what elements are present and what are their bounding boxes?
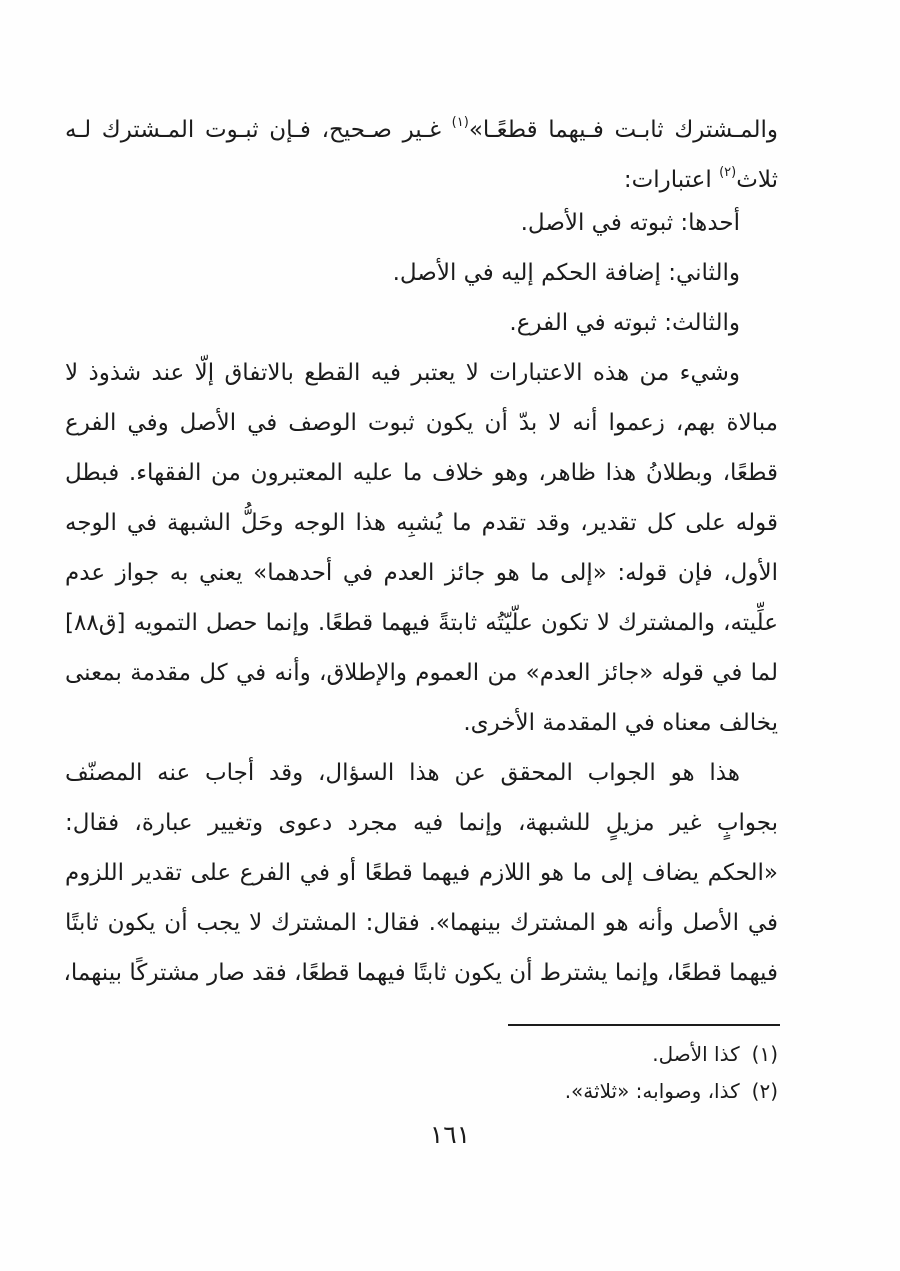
body-text-segment: أحدها: ثبوته في الأصل. xyxy=(520,210,740,236)
body-line xyxy=(65,348,778,398)
body-text-segment: فيهما قطعًا، وإنما يشترط أن يكون ثابتًا فيهما قطعًا، فقد صار مشتركًا بينهما، xyxy=(63,960,778,986)
footnote-item xyxy=(118,1073,778,1110)
body-line xyxy=(65,398,778,448)
body-text-segment: قطعًا، وبطلانُ هذا ظاهر، وهو خلاف ما عليه المعتبرون من الفقهاء. فبطل xyxy=(65,460,778,486)
body-text-segment: مبالاة بهم، زعموا أنه لا بدّ أن يكون ثبوت الوصف في الأصل وفي الفرع xyxy=(65,410,778,436)
body-text-block xyxy=(65,98,778,998)
footnotes-block xyxy=(118,1036,778,1110)
body-text-segment: «الحكم يضاف إلى ما هو اللازم فيهما قطعًا أو في الفرع على تقدير اللزوم xyxy=(65,860,778,886)
body-line xyxy=(65,448,778,498)
body-line xyxy=(65,598,778,648)
footnote-reference-marker: (٢) xyxy=(719,165,737,180)
body-line xyxy=(65,548,778,598)
body-text-segment: لما في قوله «جائز العدم» من العموم والإطلاق، وأنه في كل مقدمة بمعنى xyxy=(65,660,778,686)
body-line xyxy=(65,648,778,698)
footnote-separator-rule xyxy=(508,1024,780,1026)
body-text-segment: في الأصل وأنه هو المشترك بينهما». فقال: المشترك لا يجب أن يكون ثابتًا xyxy=(65,910,778,936)
body-line xyxy=(65,898,778,948)
body-line xyxy=(65,748,778,798)
body-line xyxy=(65,498,778,548)
body-text-segment: يخالف معناه في المقدمة الأخرى. xyxy=(463,710,778,736)
footnote-item xyxy=(118,1036,778,1073)
body-line xyxy=(65,798,778,848)
body-text-segment: الأول، فإن قوله: «إلى ما هو جائز العدم في أحدهما» يعني به جواز عدم xyxy=(65,560,778,586)
footnote-text: كذا، وصوابه: «ثلاثة». xyxy=(564,1079,740,1103)
body-text-segment: والثاني: إضافة الحكم إليه في الأصل. xyxy=(392,260,740,286)
body-line xyxy=(65,848,778,898)
footnote-text: كذا الأصل. xyxy=(652,1042,740,1066)
body-text-segment: بجوابٍ غير مزيلٍ للشبهة، وإنما فيه مجرد دعوى وتغيير عبارة، فقال: xyxy=(65,810,778,836)
body-text-segment: ثلاث xyxy=(736,167,778,193)
body-text-segment: اعتبارات: xyxy=(623,167,720,193)
body-text-segment: هذا هو الجواب المحقق عن هذا السؤال، وقد أجاب عنه المصنّف xyxy=(65,760,740,786)
footnote-marker: (٢) xyxy=(751,1079,778,1103)
body-line xyxy=(65,298,778,348)
body-text-segment: قوله على كل تقدير، وقد تقدم ما يُشبِه هذا الوجه وحَلُّ الشبهة في الوجه xyxy=(65,510,778,536)
body-line xyxy=(65,698,778,748)
body-line xyxy=(65,948,778,998)
body-line xyxy=(65,248,778,298)
body-text-segment: وشيء من هذه الاعتبارات لا يعتبر فيه القطع بالاتفاق إلّا عند شذوذ لا xyxy=(65,360,740,386)
body-line xyxy=(65,198,778,248)
body-line xyxy=(65,148,778,198)
page-number: ١٦١ xyxy=(429,1120,471,1149)
footnote-marker: (١) xyxy=(751,1042,778,1066)
body-line xyxy=(65,98,778,148)
body-text-segment: علِّيته، والمشترك لا تكون علّيّتُه ثابتةً فيهما قطعًا. وإنما حصل التمويه [ق٨٨] xyxy=(65,610,778,636)
footnote-reference-marker: (١) xyxy=(451,115,469,130)
body-text-segment: والمـشترك ثابـت فـيهما قطعًـا» xyxy=(468,117,778,143)
body-text-segment: غـير صـحيح، فـإن ثبـوت المـشترك لـه xyxy=(65,117,452,143)
body-text-segment: والثالث: ثبوته في الفرع. xyxy=(509,310,740,336)
